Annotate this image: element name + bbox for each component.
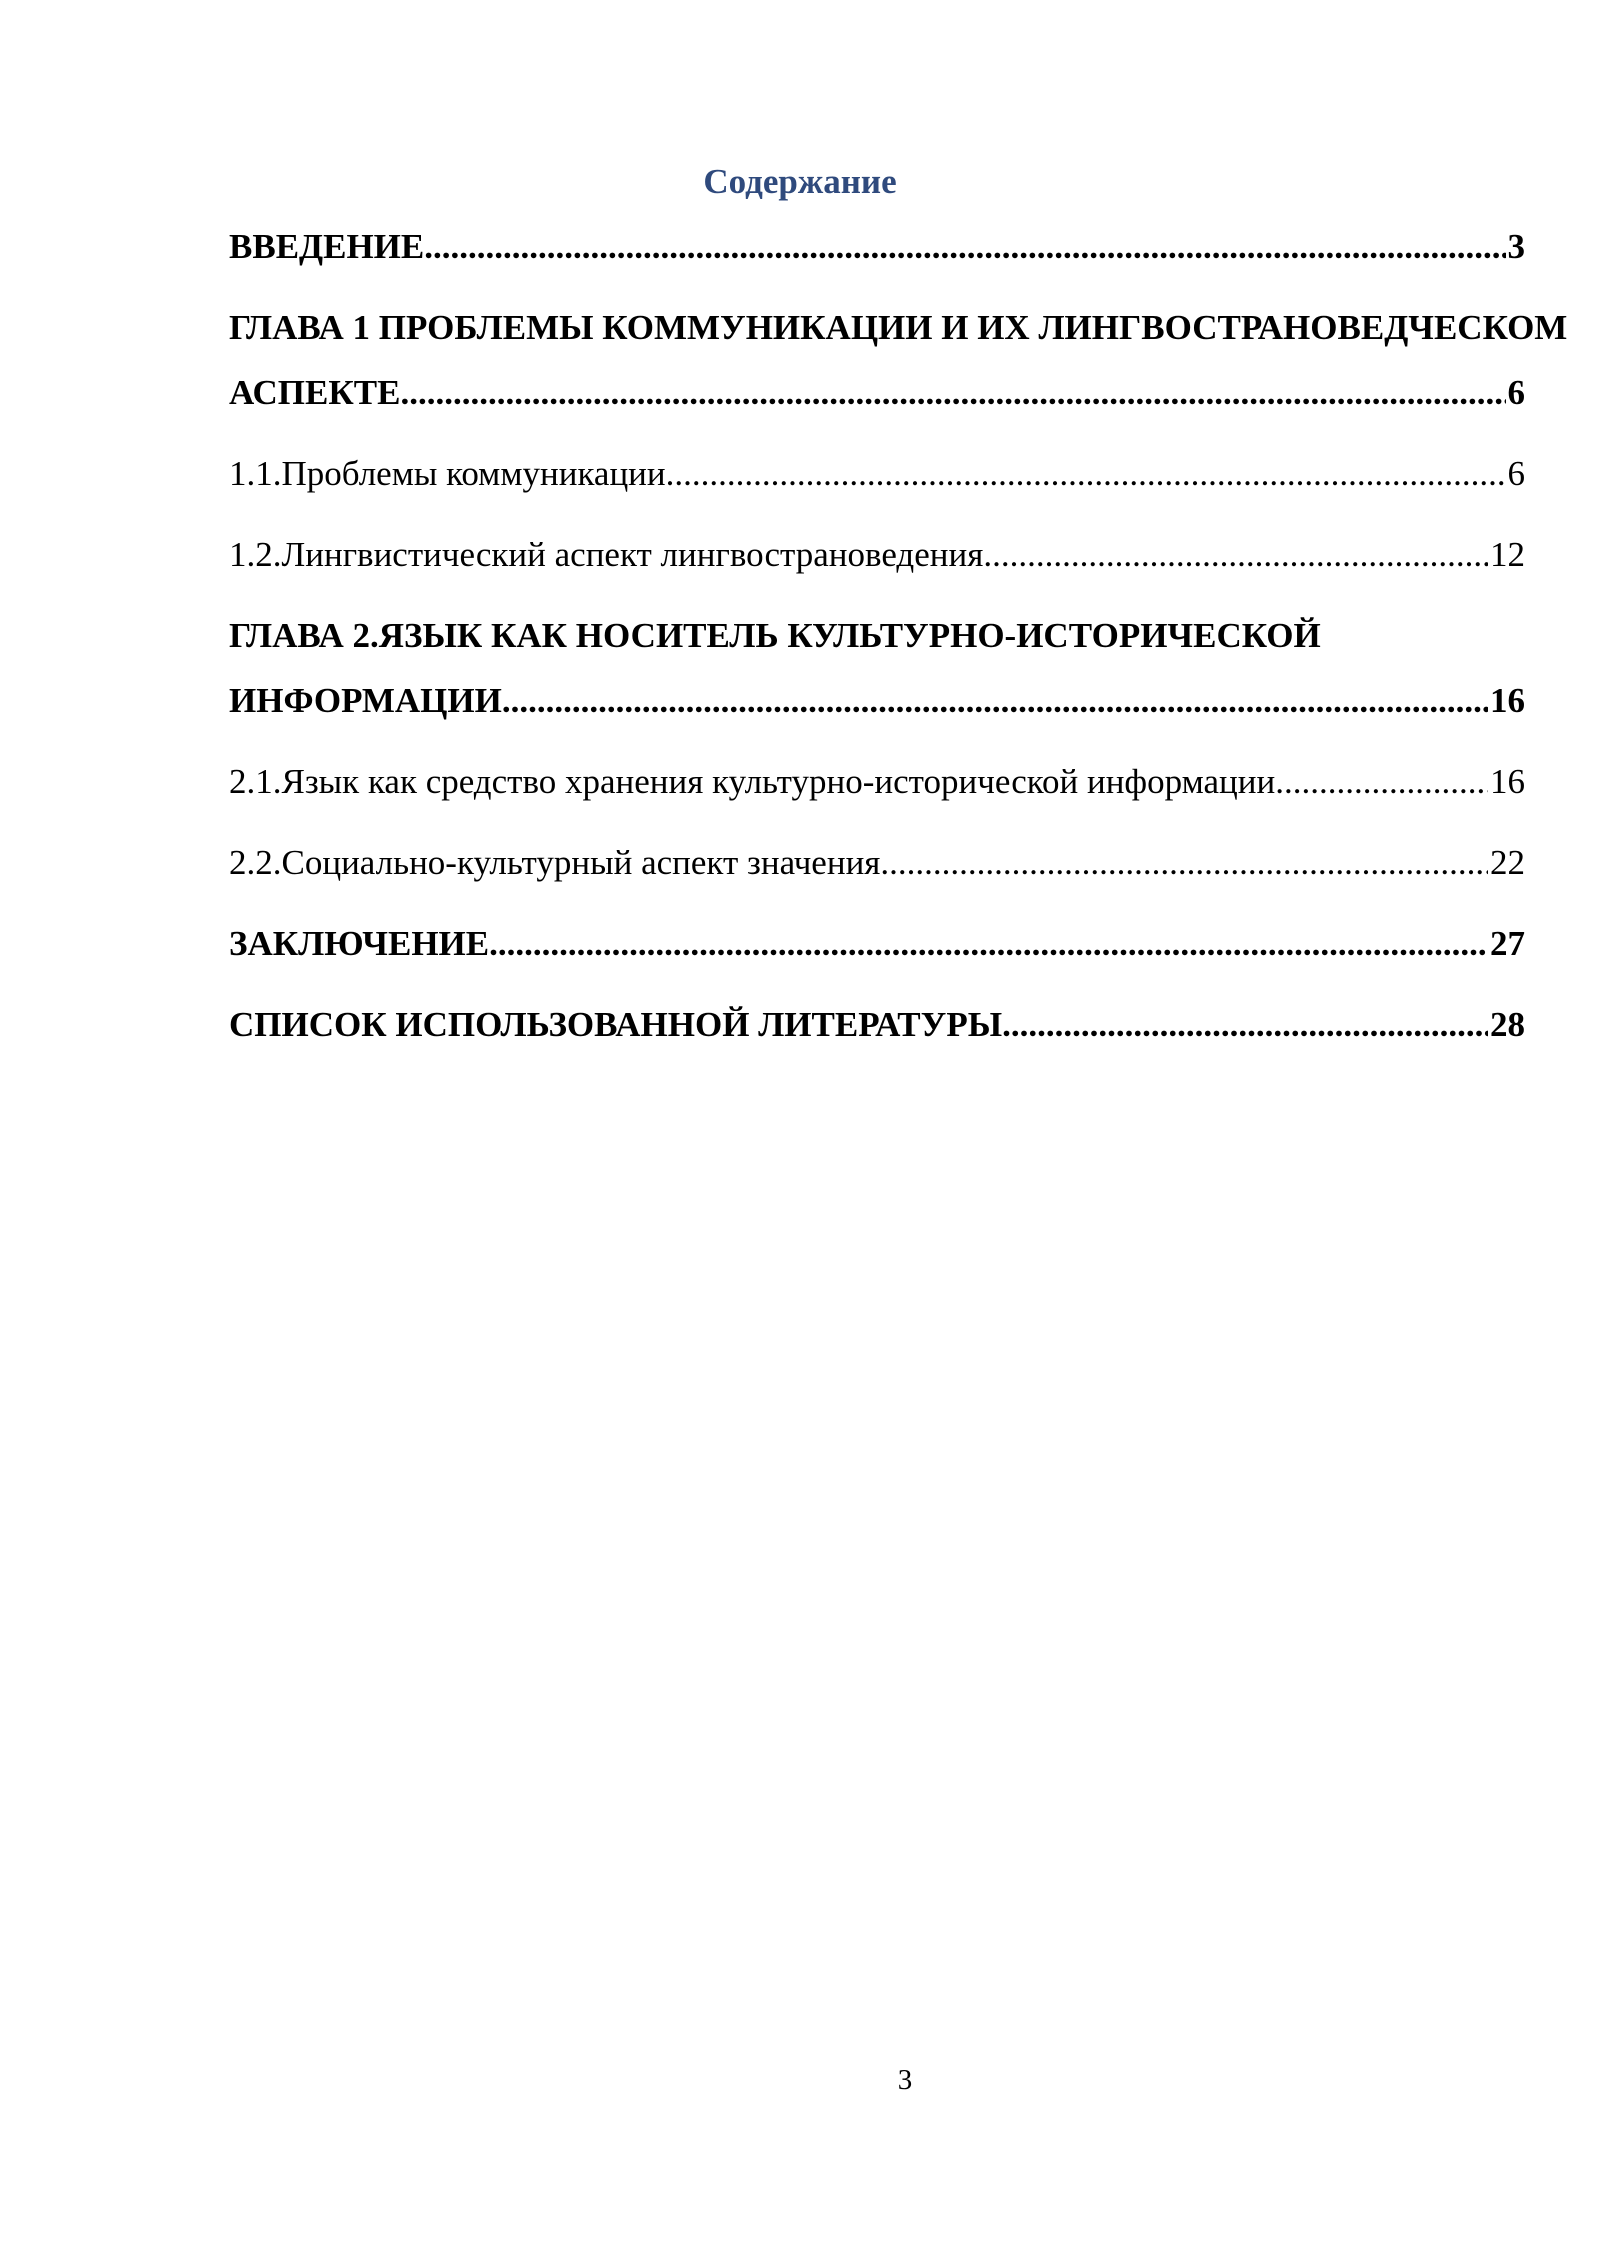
- toc-leader-dots: [489, 922, 1488, 966]
- toc-entry-references[interactable]: [229, 1003, 1525, 1047]
- page-number: 3: [897, 2064, 913, 2096]
- toc-entry-label: ГЛАВА 2.ЯЗЫК КАК НОСИТЕЛЬ КУЛЬТУРНО-ИСТОРИЧЕСКОЙ: [229, 616, 1321, 655]
- toc-entry-label: ГЛАВА 1 ПРОБЛЕМЫ КОММУНИКАЦИИ И ИХ ЛИНГВОСТРАНОВЕДЧЕСКОМ: [229, 308, 1568, 347]
- toc-entry-chapter-1[interactable]: [229, 371, 1525, 415]
- toc-entry-label: 2.2.Социально-культурный аспект значения: [229, 843, 881, 882]
- toc-entry-page: 12: [1490, 535, 1525, 574]
- toc-entry-page: 27: [1490, 924, 1525, 963]
- toc-entry-page: 6: [1507, 373, 1525, 412]
- toc-entry-page: 3: [1507, 227, 1525, 266]
- toc-entry-conclusion[interactable]: [229, 922, 1525, 966]
- toc-entry-label: 2.1.Язык как средство хранения культурно-исторической информации: [229, 762, 1276, 801]
- toc-entry-chapter-1-line1[interactable]: [229, 306, 1567, 350]
- toc-entry-label: СПИСОК ИСПОЛЬЗОВАННОЙ ЛИТЕРАТУРЫ: [229, 1005, 1003, 1044]
- toc-leader-dots: [666, 452, 1506, 496]
- toc-leader-dots: [1275, 760, 1488, 804]
- toc-entry-chapter-2[interactable]: [229, 679, 1525, 723]
- toc-leader-dots: [400, 371, 1505, 415]
- toc-entry-page: 6: [1507, 454, 1525, 493]
- toc-entry-page: 22: [1490, 843, 1525, 882]
- toc-title: Содержание: [703, 162, 897, 201]
- toc-entry-page: 16: [1490, 762, 1525, 801]
- toc-entry-section-2-2[interactable]: [229, 841, 1525, 885]
- toc-leader-dots: [502, 679, 1488, 723]
- toc-entry-introduction[interactable]: [229, 225, 1525, 269]
- toc-entry-chapter-2-line1[interactable]: [229, 614, 1321, 658]
- toc-leader-dots: [880, 841, 1488, 885]
- toc-entry-label: ВВЕДЕНИЕ: [229, 227, 425, 266]
- toc-entry-section-1-1[interactable]: [229, 452, 1525, 496]
- toc-entry-section-1-2[interactable]: [229, 533, 1525, 577]
- toc-entry-page: 28: [1490, 1005, 1525, 1044]
- toc-entry-page: 16: [1490, 681, 1525, 720]
- toc-entry-label: 1.2.Лингвистический аспект лингвострановедения: [229, 535, 984, 574]
- toc-entry-label: АСПЕКТЕ: [229, 373, 401, 412]
- toc-leader-dots: [424, 225, 1505, 269]
- toc-leader-dots: [1002, 1003, 1488, 1047]
- toc-entry-section-2-1[interactable]: [229, 760, 1525, 804]
- toc-leader-dots: [983, 533, 1488, 577]
- toc-entry-label: ЗАКЛЮЧЕНИЕ: [229, 924, 490, 963]
- toc-entry-label: ИНФОРМАЦИИ: [229, 681, 502, 720]
- toc-entry-label: 1.1.Проблемы коммуникации: [229, 454, 666, 493]
